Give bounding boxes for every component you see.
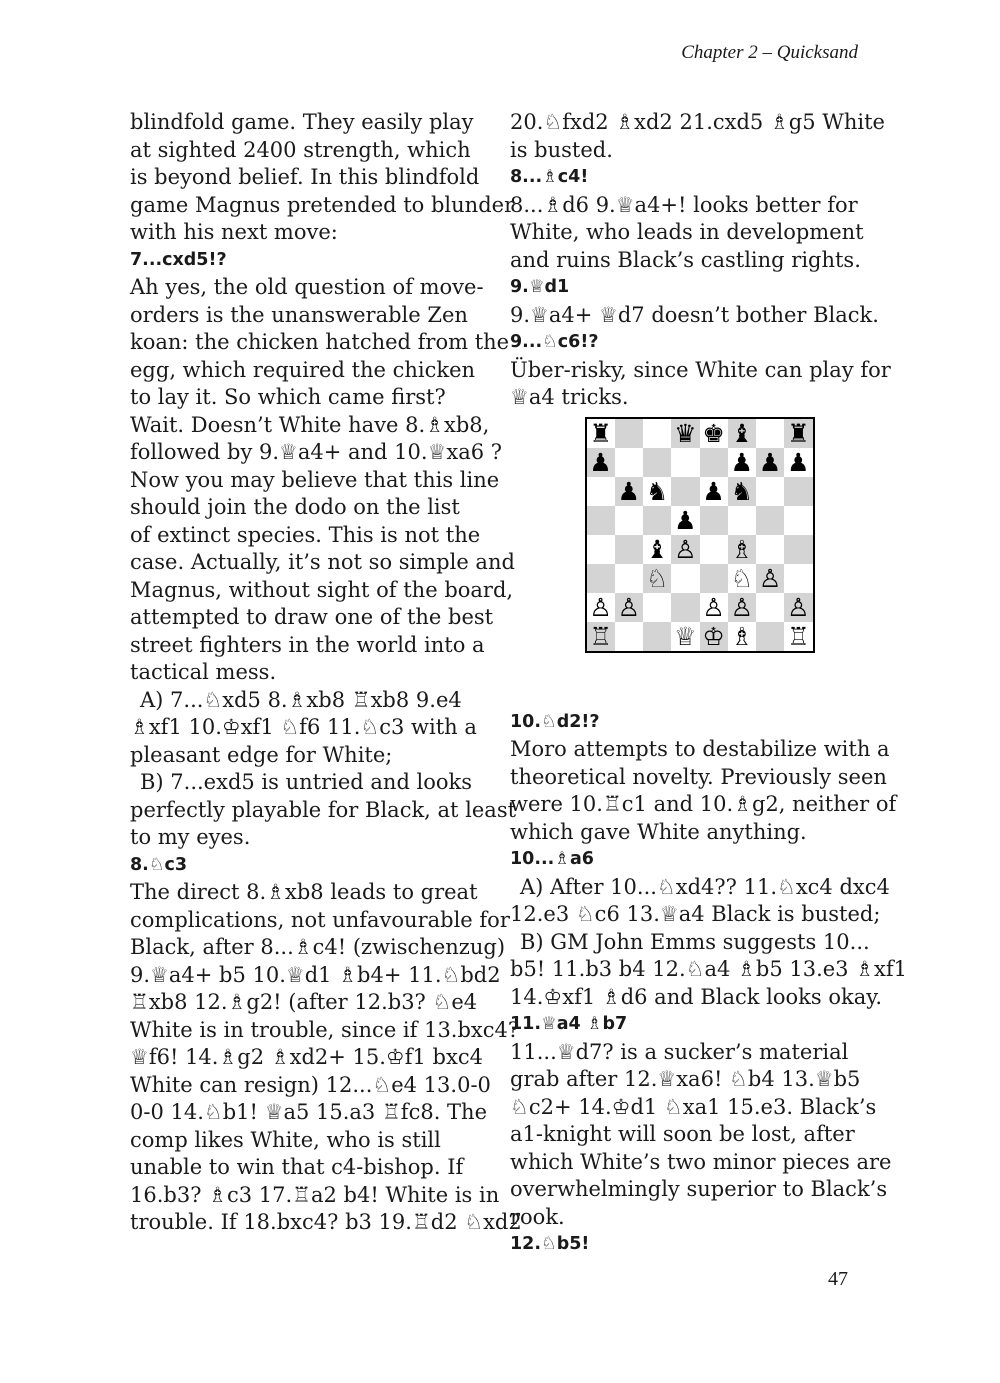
chess-piece: ♘: [645, 563, 669, 593]
board-square: [615, 622, 643, 651]
chess-piece: ♖: [589, 621, 612, 651]
board-square: [587, 419, 615, 448]
chess-piece: ♙: [787, 592, 810, 622]
board-square: [728, 448, 756, 477]
board-square: [615, 448, 643, 477]
text-line: should join the dodo on the list: [130, 495, 460, 519]
chess-board: [585, 417, 815, 653]
chess-piece: ♝: [730, 418, 754, 448]
text-line: street fighters in the world into a: [130, 632, 485, 657]
chess-piece: ♔: [702, 621, 725, 651]
move-heading: 7...cxd5!?: [130, 249, 227, 270]
board-square: [615, 506, 643, 535]
move-heading: 9...♘c6!?: [510, 332, 599, 352]
text-line: to lay it. So which came first?: [130, 385, 446, 409]
board-square: [643, 593, 671, 622]
text-line: B) GM John Emms suggests 10...: [520, 929, 870, 954]
board-square: [587, 593, 615, 622]
text-line: 12.e3 ♘c6 13.♕a4 Black is busted;: [510, 902, 881, 926]
board-square: [756, 622, 784, 651]
board-square: [784, 593, 812, 622]
text-line: ♗xf1 10.♔xf1 ♘f6 11.♘c3 with a: [130, 715, 477, 739]
board-square: [587, 477, 615, 506]
board-square: [615, 419, 643, 448]
board-square: [784, 477, 812, 506]
chess-piece: ♛: [674, 418, 697, 448]
text-line: overwhelmingly superior to Black’s: [510, 1177, 888, 1201]
board-square: [643, 564, 671, 593]
board-square: [728, 419, 756, 448]
text-line: perfectly playable for Black, at least: [130, 797, 517, 822]
text-line: ♘c2+ 14.♔d1 ♘xa1 15.e3. Black’s: [510, 1094, 877, 1119]
text-line: ♕a4 tricks.: [510, 385, 629, 409]
chess-piece: ♗: [730, 534, 754, 564]
board-square: [643, 535, 671, 564]
text-line: Now you may believe that this line: [130, 467, 500, 492]
text-line: game Magnus pretended to blunder: [130, 192, 515, 217]
text-line: comp likes White, who is still: [130, 1127, 441, 1152]
right-column-bottom-text: [510, 709, 908, 1259]
chess-piece: ♝: [645, 534, 669, 564]
chess-piece: ♙: [730, 592, 754, 622]
move-heading: 8.♘c3: [130, 854, 188, 875]
board-square: [700, 477, 728, 506]
text-line: attempted to draw one of the best: [130, 605, 494, 629]
chess-piece: ♙: [617, 592, 641, 622]
board-square: [700, 506, 728, 535]
board-square: [784, 564, 812, 593]
chess-piece: ♞: [730, 476, 754, 506]
text-line: 0-0 14.♘b1! ♕a5 15.a3 ♖fc8. The: [130, 1100, 487, 1124]
text-line: Über-risky, since White can play for: [510, 357, 891, 382]
board-square: [756, 535, 784, 564]
board-square: [671, 622, 699, 651]
chess-piece: ♟: [702, 476, 725, 506]
move-heading: 10...♗a6: [510, 849, 594, 869]
board-square: [615, 593, 643, 622]
text-line: Magnus, without sight of the board,: [130, 577, 514, 602]
text-line: trouble. If 18.bxc4? b3 19.♖d2 ♘xd2: [130, 1210, 522, 1234]
text-line: pleasant edge for White;: [130, 742, 393, 767]
chess-piece: ♟: [758, 447, 782, 477]
text-line: which gave White anything.: [510, 819, 807, 844]
board-square: [728, 622, 756, 651]
chess-piece: ♟: [730, 447, 754, 477]
chess-piece: ♕: [674, 621, 697, 651]
board-square: [671, 593, 699, 622]
board-square: [615, 564, 643, 593]
board-square: [784, 419, 812, 448]
text-line: 9.♕a4+ b5 10.♕d1 ♗b4+ 11.♘bd2: [130, 962, 501, 987]
text-line: unable to win that c4-bishop. If: [130, 1155, 464, 1179]
board-square: [784, 535, 812, 564]
board-square: [643, 419, 671, 448]
board-square: [700, 593, 728, 622]
text-line: White is in trouble, since if 13.bxc4?: [130, 1017, 520, 1042]
chess-piece: ♙: [674, 534, 697, 564]
chess-piece: ♚: [702, 418, 725, 448]
board-square: [728, 477, 756, 506]
text-line: 20.♘fxd2 ♗xd2 21.cxd5 ♗g5 White: [510, 110, 885, 134]
chess-piece: ♗: [730, 621, 754, 651]
chess-piece: ♟: [674, 505, 697, 535]
page-number: 47: [828, 1268, 848, 1290]
chess-piece: ♟: [787, 447, 810, 477]
board-square: [671, 419, 699, 448]
chess-piece: ♟: [589, 447, 612, 477]
text-line: grab after 12.♕xa6! ♘b4 13.♕b5: [510, 1067, 861, 1091]
board-square: [643, 477, 671, 506]
board-square: [671, 448, 699, 477]
chess-piece: ♜: [787, 418, 810, 448]
right-column: [510, 109, 908, 1259]
text-line: 11...♕d7? is a sucker’s material: [510, 1039, 849, 1064]
move-heading: 12.♘b5!: [510, 1234, 590, 1254]
chess-piece: ♖: [787, 621, 810, 651]
board-square: [643, 506, 671, 535]
board-square: [700, 622, 728, 651]
text-line: is busted.: [510, 137, 613, 162]
move-heading: 10.♘d2!?: [510, 711, 600, 732]
text-line: complications, not unfavourable for: [130, 907, 510, 932]
right-column-top-text: [510, 109, 891, 412]
text-line: at sighted 2400 strength, which: [130, 137, 471, 162]
text-line: 8...♗d6 9.♕a4+! looks better for: [510, 192, 858, 217]
chess-piece: ♟: [617, 476, 641, 506]
text-line: The direct 8.♗xb8 leads to great: [130, 880, 478, 904]
text-line: which White’s two minor pieces are: [510, 1149, 892, 1174]
text-line: tactical mess.: [130, 660, 277, 684]
board-square: [587, 448, 615, 477]
text-line: Ah yes, the old question of move-: [130, 275, 484, 299]
board-square: [587, 622, 615, 651]
text-line: Moro attempts to destabilize with a: [510, 737, 890, 761]
board-square: [784, 448, 812, 477]
board-square: [728, 564, 756, 593]
text-line: 16.b3? ♗c3 17.♖a2 b4! White is in: [130, 1182, 500, 1207]
board-square: [643, 622, 671, 651]
board-square: [784, 622, 812, 651]
board-square: [756, 593, 784, 622]
left-column: [130, 109, 522, 1237]
chess-piece: ♙: [758, 563, 782, 593]
text-line: koan: the chicken hatched from the: [130, 330, 510, 354]
text-line: orders is the unanswerable Zen: [130, 302, 468, 327]
move-heading: 9.♕d1: [510, 277, 570, 297]
text-line: ♖xb8 12.♗g2! (after 12.b3? ♘e4: [130, 990, 478, 1014]
board-square: [700, 564, 728, 593]
chess-piece: ♙: [589, 592, 612, 622]
board-square: [671, 477, 699, 506]
text-line: is beyond belief. In this blindfold: [130, 165, 480, 189]
text-line: followed by 9.♕a4+ and 10.♕xa6 ?: [130, 440, 503, 464]
text-line: a1-knight will soon be lost, after: [510, 1122, 855, 1146]
board-square: [700, 419, 728, 448]
text-line: White, who leads in development: [510, 220, 864, 244]
chess-piece: ♙: [702, 592, 725, 622]
text-line: 14.♔xf1 ♗d6 and Black looks okay.: [510, 984, 882, 1009]
board-square: [728, 506, 756, 535]
board-square: [728, 535, 756, 564]
board-square: [643, 448, 671, 477]
text-line: of extinct species. This is not the: [130, 522, 481, 547]
text-line: theoretical novelty. Previously seen: [510, 764, 887, 789]
board-square: [784, 506, 812, 535]
move-heading: 11.♕a4 ♗b7: [510, 1014, 628, 1034]
board-square: [756, 448, 784, 477]
board-square: [756, 564, 784, 593]
board-square: [671, 506, 699, 535]
text-line: 9.♕a4+ ♕d7 doesn’t bother Black.: [510, 302, 879, 327]
text-line: were 10.♖c1 and 10.♗g2, neither of: [510, 792, 897, 816]
chess-piece: ♜: [589, 418, 612, 448]
text-line: ♕f6! 14.♗g2 ♗xd2+ 15.♔f1 bxc4: [130, 1045, 483, 1069]
board-square: [671, 564, 699, 593]
text-line: with his next move:: [130, 220, 338, 244]
text-line: egg, which required the chicken: [130, 357, 476, 382]
text-line: case. Actually, it’s not so simple and: [130, 550, 515, 574]
board-square: [587, 535, 615, 564]
text-line: Wait. Doesn’t White have 8.♗xb8,: [130, 412, 490, 437]
text-line: Black, after 8...♗c4! (zwischenzug): [130, 935, 506, 959]
chess-piece: ♘: [730, 563, 754, 593]
text-line: b5! 11.b3 b4 12.♘a4 ♗b5 13.e3 ♗xf1: [510, 957, 908, 981]
board-square: [756, 506, 784, 535]
text-line: B) 7...exd5 is untried and looks: [140, 770, 473, 794]
board-square: [756, 419, 784, 448]
board-square: [615, 535, 643, 564]
text-line: blindfold game. They easily play: [130, 110, 474, 134]
running-header: Chapter 2 – Quicksand: [681, 42, 858, 63]
text-line: A) After 10...♘xd4?? 11.♘xc4 dxc4: [520, 874, 890, 899]
board-square: [615, 477, 643, 506]
move-heading: 8...♗c4!: [510, 167, 589, 187]
chess-piece: ♞: [645, 476, 669, 506]
diagram-container: [510, 412, 870, 709]
board-square: [587, 564, 615, 593]
board-square: [756, 477, 784, 506]
text-line: A) 7...♘xd5 8.♗xb8 ♖xb8 9.e4: [140, 687, 462, 712]
text-line: and ruins Black’s castling rights.: [510, 247, 861, 272]
board-square: [728, 593, 756, 622]
board-square: [587, 506, 615, 535]
board-square: [700, 535, 728, 564]
text-line: rook.: [510, 1204, 565, 1229]
text-line: White can resign) 12...♘e4 13.0-0: [130, 1072, 491, 1097]
text-line: to my eyes.: [130, 825, 251, 849]
board-square: [671, 535, 699, 564]
board-square: [700, 448, 728, 477]
